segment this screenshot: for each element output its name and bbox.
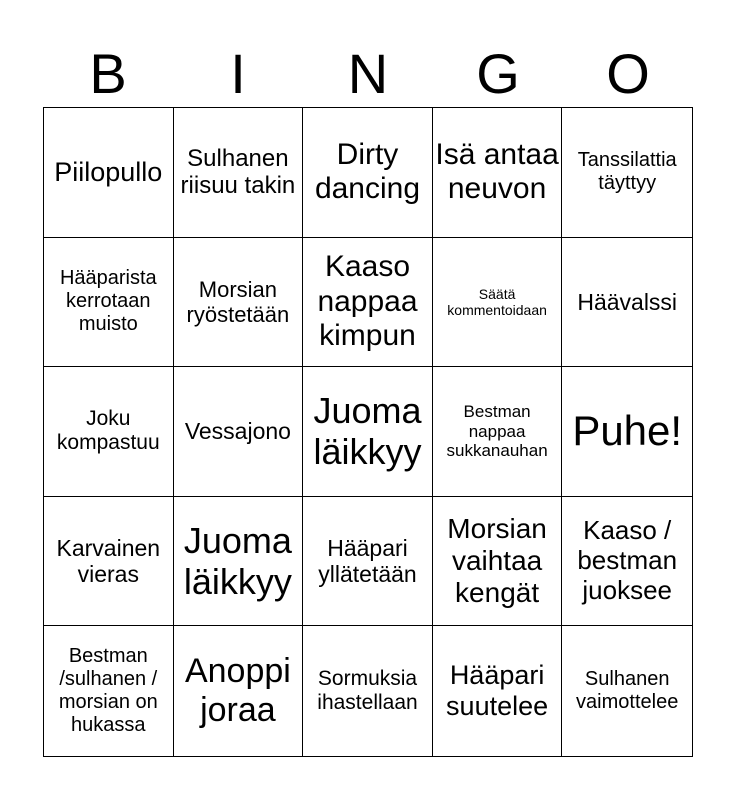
header-letter-b: B — [89, 42, 127, 105]
bingo-cell[interactable] — [44, 367, 174, 497]
bingo-cell-text: Juoma läikkyy — [313, 390, 422, 473]
bingo-cell[interactable] — [174, 497, 304, 627]
header-letter-i: I — [230, 42, 246, 105]
bingo-cell-text: Bestman /sulhanen / morsian on hukassa — [58, 645, 158, 737]
bingo-cell-text: Bestman nappaa sukkanauhan — [446, 402, 548, 461]
bingo-cell[interactable] — [433, 626, 563, 756]
bingo-cell-text: Hääpari yllätetään — [318, 534, 417, 588]
bingo-cell[interactable] — [174, 238, 304, 368]
bingo-cell[interactable] — [44, 108, 174, 238]
bingo-cell[interactable] — [562, 497, 692, 627]
bingo-cell-text: Puhe! — [572, 407, 683, 455]
bingo-cell-text: Häävalssi — [577, 288, 678, 315]
bingo-cell-text: Tanssilattia täyttyy — [577, 149, 677, 195]
bingo-cell-text: Hääparista kerrotaan muisto — [59, 267, 157, 336]
bingo-cell-text: Kaaso nappaa kimpun — [317, 250, 418, 353]
bingo-cell[interactable] — [433, 367, 563, 497]
bingo-cell[interactable] — [44, 497, 174, 627]
bingo-cell-text: Joku kompastuu — [56, 407, 160, 455]
bingo-cell-text: Anoppi joraa — [184, 652, 291, 730]
bingo-cell-text: Sormuksia ihastellaan — [317, 667, 418, 715]
bingo-cell[interactable] — [433, 497, 563, 627]
bingo-cell[interactable] — [303, 367, 433, 497]
bingo-cell-text: Piilopullo — [54, 156, 163, 187]
bingo-cell-text: Sulhanen riisuu takin — [180, 144, 296, 200]
bingo-cell[interactable] — [174, 367, 304, 497]
bingo-cell-text: Dirty dancing — [314, 137, 421, 206]
bingo-cell[interactable] — [562, 626, 692, 756]
bingo-cell[interactable] — [433, 108, 563, 238]
bingo-cell-text: Hääpari suutelee — [446, 660, 549, 722]
bingo-cell-text: Karvainen vieras — [56, 534, 161, 588]
bingo-cell-text: Vessajono — [184, 418, 291, 445]
bingo-cell[interactable] — [303, 108, 433, 238]
bingo-cell[interactable] — [44, 626, 174, 756]
header-letter-n: N — [347, 42, 389, 105]
bingo-card-grid — [43, 107, 693, 757]
bingo-cell[interactable] — [562, 238, 692, 368]
bingo-cell-text: Kaaso / bestman juoksee — [577, 515, 678, 606]
bingo-cell[interactable] — [433, 238, 563, 368]
header-letter-o: O — [606, 42, 650, 105]
bingo-cell[interactable] — [174, 108, 304, 238]
bingo-cell-text: Morsian vaihtaa kengät — [447, 512, 547, 609]
bingo-header — [43, 40, 693, 108]
bingo-cell-text: Morsian ryöstetään — [186, 276, 290, 327]
bingo-cell[interactable] — [562, 367, 692, 497]
bingo-cell-text: Isä antaa neuvon — [435, 137, 559, 206]
bingo-cell[interactable] — [303, 238, 433, 368]
bingo-cell-text: Säätä kommentoidaan — [447, 285, 547, 318]
header-letter-g: G — [476, 42, 520, 105]
bingo-cell[interactable] — [44, 238, 174, 368]
bingo-cell[interactable] — [303, 497, 433, 627]
bingo-cell[interactable] — [562, 108, 692, 238]
bingo-cell[interactable] — [303, 626, 433, 756]
bingo-cell-text: Sulhanen vaimottelee — [576, 668, 679, 714]
bingo-cell[interactable] — [174, 626, 304, 756]
bingo-cell-text: Juoma läikkyy — [183, 519, 292, 603]
